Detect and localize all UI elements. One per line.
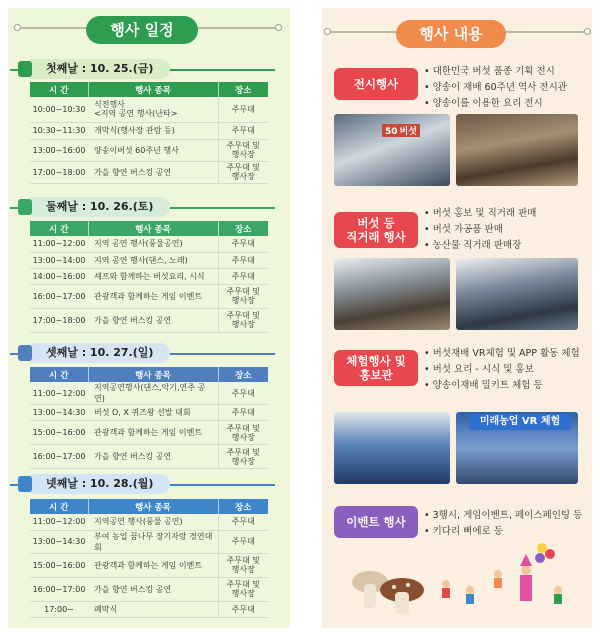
row-place: 주무대 bbox=[218, 382, 268, 405]
bullet-item: • 버섯 가공품 판매 bbox=[424, 222, 536, 238]
day2-tab bbox=[18, 199, 32, 215]
bullet-item: • 대한민국 버섯 품종 기획 전시 bbox=[424, 64, 567, 80]
row-place: 주무대 bbox=[218, 252, 268, 268]
category-event: 이벤트 행사 bbox=[334, 506, 418, 538]
vr-banner: 미래농업 VR 체험 bbox=[470, 414, 570, 430]
experience-bullets bbox=[424, 346, 580, 394]
table-row bbox=[30, 252, 268, 268]
row-item: 지역공연 행사(풍물 공연) bbox=[88, 514, 218, 530]
bullet-item: • 3행시, 게임이벤트, 페이스페인팅 등 bbox=[424, 508, 582, 524]
table-row bbox=[30, 445, 268, 469]
row-place: 주무대 및 행사장 bbox=[218, 139, 268, 161]
exhibition-photo-1 bbox=[334, 114, 450, 186]
table-row bbox=[30, 405, 268, 421]
day1-heading bbox=[24, 59, 170, 79]
bullet-item: • 양송이재배 밀키트 체험 등 bbox=[424, 378, 580, 394]
table-row bbox=[30, 122, 268, 139]
table-row bbox=[30, 97, 268, 122]
bullet-item: • 버섯재배 VR체험 및 APP 활동 체험 bbox=[424, 346, 580, 362]
row-place: 주무대 및 행사장 bbox=[218, 421, 268, 445]
row-time: 15:00~16:00 bbox=[30, 553, 88, 577]
photo-sign bbox=[382, 124, 420, 137]
row-place: 주무대 bbox=[218, 530, 268, 553]
title-dot-right bbox=[584, 28, 591, 35]
exhibition-bullets bbox=[424, 64, 567, 112]
title-dot-left bbox=[324, 28, 331, 35]
col-item: 행사 종목 bbox=[88, 221, 218, 236]
col-time: 시 간 bbox=[30, 82, 88, 97]
row-item: 가을 향연 버스킹 공연 bbox=[88, 445, 218, 469]
row-item: 관광객과 함께하는 게임 이벤트 bbox=[88, 284, 218, 308]
row-time: 17:00~ bbox=[30, 601, 88, 617]
row-item: 지역공연행사(댄스,악기,연주 공연) bbox=[88, 382, 218, 405]
row-place: 주무대 및 행사장 bbox=[218, 308, 268, 332]
row-place: 주무대 및 행사장 bbox=[218, 161, 268, 183]
category-experience: 체험행사 및 홍보관 bbox=[334, 350, 418, 386]
row-place: 주무대 bbox=[218, 405, 268, 421]
row-time: 13:00~14:30 bbox=[30, 405, 88, 421]
day4-heading bbox=[24, 474, 170, 494]
mushroom-illustration bbox=[340, 560, 430, 620]
schedule-title: 행사 일정 bbox=[86, 16, 198, 44]
day1-table bbox=[30, 82, 268, 184]
title-line-left bbox=[20, 27, 90, 29]
table-row bbox=[30, 514, 268, 530]
table-row bbox=[30, 553, 268, 577]
row-time: 10:30~11:30 bbox=[30, 122, 88, 139]
row-item: 지역 공연 행사(풍물공연) bbox=[88, 236, 218, 252]
col-place: 장소 bbox=[235, 502, 252, 513]
col-place: 장소 bbox=[235, 224, 252, 235]
row-time: 16:00~17:00 bbox=[30, 284, 88, 308]
experience-photo-1 bbox=[334, 412, 450, 484]
col-time: 시 간 bbox=[30, 499, 88, 514]
day4-tab bbox=[18, 476, 32, 492]
sales-bullets bbox=[424, 206, 536, 254]
category-direct-sales: 버섯 등 직거래 행사 bbox=[334, 212, 418, 248]
title-line-left bbox=[330, 31, 400, 33]
title-line-right bbox=[196, 27, 276, 29]
row-time: 13:00~14:00 bbox=[30, 252, 88, 268]
day1-tab bbox=[18, 61, 32, 77]
row-item: 양송이버섯 60주년 행사 bbox=[88, 139, 218, 161]
day4-label: 넷째날 : 10. 28.(월) bbox=[46, 477, 154, 490]
row-place: 주무대 및 행사장 bbox=[218, 553, 268, 577]
table-row bbox=[30, 308, 268, 332]
kids-and-clown-illustration bbox=[430, 540, 580, 615]
day3-label: 셋째날 : 10. 27.(일) bbox=[46, 346, 154, 359]
col-time: 시 간 bbox=[30, 221, 88, 236]
event-bullets bbox=[424, 508, 582, 540]
sales-photo-1 bbox=[334, 258, 450, 330]
row-item: 가을 향연 버스킹 공연 bbox=[88, 577, 218, 601]
day2-heading bbox=[24, 197, 170, 217]
row-place: 주무대 bbox=[218, 97, 268, 122]
col-time: 시 간 bbox=[30, 367, 88, 382]
title-dot-right bbox=[275, 24, 282, 31]
bullet-item: • 양송이 재배 60주년 역사 전시관 bbox=[424, 80, 567, 96]
row-time: 17:00~18:00 bbox=[30, 161, 88, 183]
day3-heading bbox=[24, 343, 170, 363]
day2-label: 둘째날 : 10. 26.(토) bbox=[46, 200, 154, 213]
bullet-item: • 버섯 요리 - 시식 및 홍보 bbox=[424, 362, 580, 378]
row-item: 개막식(행사장 관람 등) bbox=[88, 122, 218, 139]
table-row bbox=[30, 601, 268, 617]
row-time: 13:00~16:00 bbox=[30, 139, 88, 161]
table-row bbox=[30, 284, 268, 308]
bullet-item: • 버섯 홍보 및 직거래 판매 bbox=[424, 206, 536, 222]
col-item: 행사 종목 bbox=[88, 499, 218, 514]
row-place: 주무대 bbox=[218, 122, 268, 139]
row-time: 15:00~16:00 bbox=[30, 421, 88, 445]
day2-table bbox=[30, 221, 268, 333]
bullet-item: • 키다리 삐에로 등 bbox=[424, 524, 582, 540]
row-time: 11:00~12:00 bbox=[30, 382, 88, 405]
row-place: 주무대 bbox=[218, 514, 268, 530]
row-item: 부여 농업 꿈나무 장기자랑 경연대회 bbox=[88, 530, 218, 553]
bullet-item: • 양송이를 이용한 요리 전시 bbox=[424, 96, 567, 112]
row-item: 식전행사 <지역 공연 행사(난타> bbox=[88, 97, 218, 122]
row-place: 주무대 및 행사장 bbox=[218, 577, 268, 601]
col-item: 행사 종목 bbox=[88, 82, 218, 97]
col-place: 장소 bbox=[235, 370, 252, 381]
row-time: 16:00~17:00 bbox=[30, 445, 88, 469]
table-row bbox=[30, 382, 268, 405]
row-item: 가을 향연 버스킹 공연 bbox=[88, 161, 218, 183]
row-place: 주무대 bbox=[218, 601, 268, 617]
row-place: 주무대 bbox=[218, 236, 268, 252]
row-item: 폐막식 bbox=[88, 601, 218, 617]
photo-sign-text: 버섯 bbox=[399, 127, 417, 137]
col-item: 행사 종목 bbox=[88, 367, 218, 382]
bullet-item: • 농산물 직거래 판매장 bbox=[424, 238, 536, 254]
day4-table bbox=[30, 499, 268, 618]
category-exhibition: 전시행사 bbox=[334, 68, 418, 100]
contents-title: 행사 내용 bbox=[396, 20, 506, 48]
row-time: 11:00~12:00 bbox=[30, 236, 88, 252]
day1-label: 첫째날 : 10. 25.(금) bbox=[46, 62, 154, 75]
row-item: 지역 공연 행사(댄스, 노래) bbox=[88, 252, 218, 268]
table-row bbox=[30, 530, 268, 553]
row-time: 10:00~10:30 bbox=[30, 97, 88, 122]
row-place: 주무대 및 행사장 bbox=[218, 445, 268, 469]
row-time: 13:00~14:30 bbox=[30, 530, 88, 553]
table-row bbox=[30, 268, 268, 284]
title-dot-left bbox=[14, 24, 21, 31]
day3-table bbox=[30, 367, 268, 469]
row-item: 버섯 O, X 퀴즈왕 선발 대회 bbox=[88, 405, 218, 421]
row-time: 17:00~18:00 bbox=[30, 308, 88, 332]
row-item: 가을 향연 버스킹 공연 bbox=[88, 308, 218, 332]
title-line-right bbox=[504, 31, 584, 33]
row-item: 셰프와 함께하는 버섯요리, 시식 bbox=[88, 268, 218, 284]
row-item: 관광객과 함께하는 게임 이벤트 bbox=[88, 553, 218, 577]
row-time: 16:00~17:00 bbox=[30, 577, 88, 601]
table-row bbox=[30, 236, 268, 252]
day3-tab bbox=[18, 345, 32, 361]
col-place: 장소 bbox=[235, 85, 252, 96]
row-item: 관광객과 함께하는 게임 이벤트 bbox=[88, 421, 218, 445]
row-place: 주무대 bbox=[218, 268, 268, 284]
table-row bbox=[30, 161, 268, 183]
row-time: 11:00~12:00 bbox=[30, 514, 88, 530]
table-row bbox=[30, 577, 268, 601]
sales-photo-2 bbox=[456, 258, 578, 330]
row-time: 14:00~16:00 bbox=[30, 268, 88, 284]
table-row bbox=[30, 139, 268, 161]
photo-sign-number: 50 bbox=[385, 127, 398, 137]
table-row bbox=[30, 421, 268, 445]
row-place: 주무대 및 행사장 bbox=[218, 284, 268, 308]
exhibition-photo-2 bbox=[456, 114, 578, 186]
